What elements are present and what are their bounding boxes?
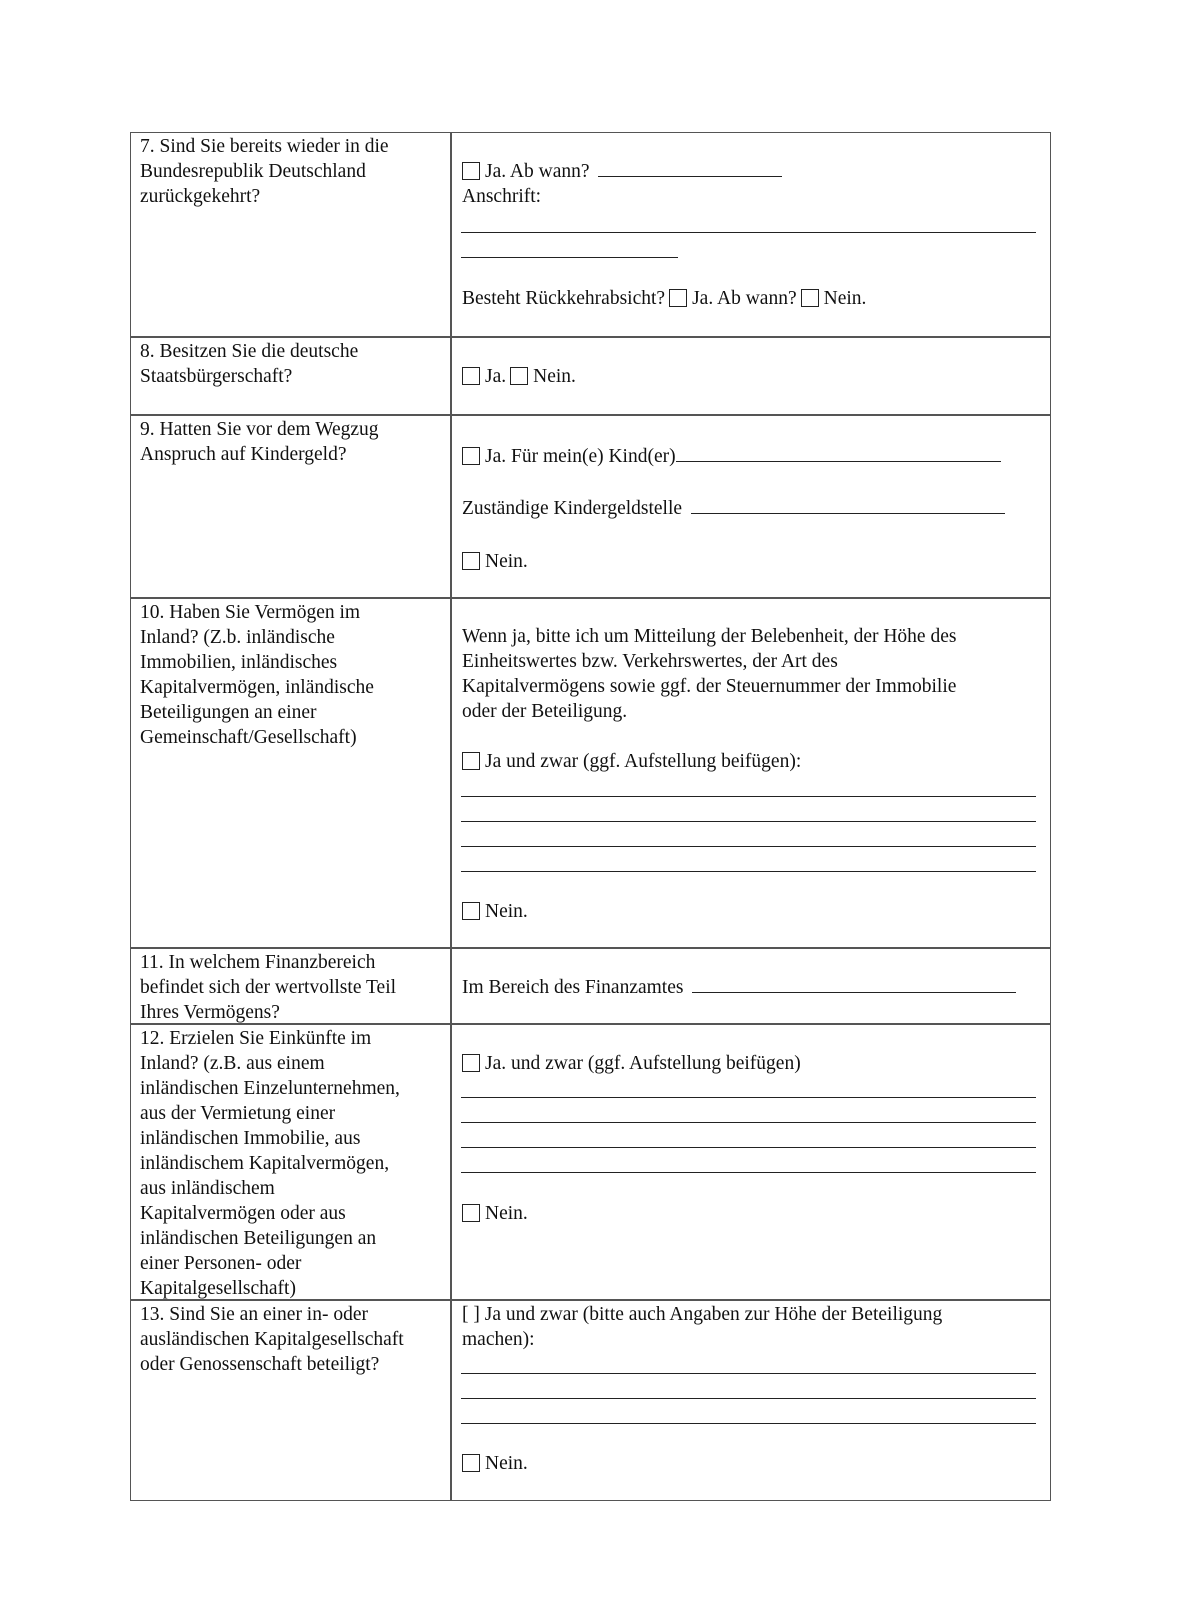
q8-nein-label: Nein. bbox=[533, 366, 576, 387]
q9-stelle-line bbox=[462, 496, 1005, 521]
q11-finanzamt-field[interactable] bbox=[692, 976, 1016, 993]
info-line: oder der Beteiligung. bbox=[462, 701, 628, 722]
q13-nein-label: Nein. bbox=[485, 1453, 528, 1474]
question-line: Kapitalvermögen oder aus bbox=[140, 1203, 346, 1224]
q7-address-field[interactable] bbox=[461, 232, 1036, 233]
q7-rueckkehr-ja-label: Ja. Ab wann? bbox=[692, 288, 797, 309]
info-line: Einheitswertes bzw. Verkehrswertes, der Art des bbox=[462, 651, 838, 672]
q10-ja-label: Ja und zwar (ggf. Aufstellung beifügen): bbox=[485, 751, 802, 772]
question-line: 10. Haben Sie Vermögen im bbox=[140, 602, 361, 623]
question-line: Ihres Vermögens? bbox=[140, 1002, 280, 1023]
question-line: 13. Sind Sie an einer in- oder bbox=[140, 1304, 368, 1325]
q12-nein-line bbox=[462, 1201, 528, 1226]
question-line: ausländischen Kapitalgesellschaft bbox=[140, 1329, 404, 1350]
question-line: aus der Vermietung einer bbox=[140, 1103, 336, 1124]
q10-ja-line bbox=[462, 749, 801, 774]
q10-field[interactable] bbox=[461, 796, 1036, 797]
q7-ja-label: Ja. Ab wann? bbox=[485, 161, 590, 182]
q9-stelle-label: Zuständige Kindergeldstelle bbox=[462, 498, 683, 519]
question-line: 8. Besitzen Sie die deutsche bbox=[140, 341, 359, 362]
question-line: oder Genossenschaft beteiligt? bbox=[140, 1354, 380, 1375]
q10-nein-line bbox=[462, 899, 528, 924]
q10-question bbox=[140, 600, 374, 750]
q10-nein-checkbox[interactable] bbox=[462, 902, 480, 920]
q9-ja-label: Ja. Für mein(e) Kind(er) bbox=[485, 446, 676, 467]
question-line: inländischen Immobilie, aus bbox=[140, 1128, 361, 1149]
row-divider bbox=[130, 414, 1051, 416]
q10-field[interactable] bbox=[461, 871, 1036, 872]
q9-nein-checkbox[interactable] bbox=[462, 552, 480, 570]
question-line: Inland? (Z.b. inländische bbox=[140, 627, 335, 648]
q12-field[interactable] bbox=[461, 1147, 1036, 1148]
q9-ja-checkbox[interactable] bbox=[462, 447, 480, 465]
q8-ja-label: Ja. bbox=[485, 366, 507, 387]
q12-field[interactable] bbox=[461, 1097, 1036, 1098]
question-line: Gemeinschaft/Gesellschaft) bbox=[140, 727, 357, 748]
q13-nein-checkbox[interactable] bbox=[462, 1454, 480, 1472]
row-divider bbox=[130, 597, 1051, 599]
info-line: Wenn ja, bitte ich um Mitteilung der Belebenheit, der Höhe des bbox=[462, 626, 957, 647]
q9-question bbox=[140, 417, 379, 467]
q12-nein-checkbox[interactable] bbox=[462, 1204, 480, 1222]
q12-field[interactable] bbox=[461, 1122, 1036, 1123]
q9-nein-label: Nein. bbox=[485, 551, 528, 572]
q9-stelle-field[interactable] bbox=[691, 497, 1005, 514]
q10-ja-checkbox[interactable] bbox=[462, 752, 480, 770]
question-line: Beteiligungen an einer bbox=[140, 702, 317, 723]
q12-field[interactable] bbox=[461, 1172, 1036, 1173]
question-line: aus inländischem bbox=[140, 1178, 275, 1199]
q10-nein-label: Nein. bbox=[485, 901, 528, 922]
info-line: Kapitalvermögens sowie ggf. der Steuernummer der Immobilie bbox=[462, 676, 957, 697]
q7-rueckkehr-ja-checkbox[interactable] bbox=[669, 289, 687, 307]
q10-field[interactable] bbox=[461, 846, 1036, 847]
q7-anschrift-label: Anschrift: bbox=[462, 186, 542, 207]
question-line: 11. In welchem Finanzbereich bbox=[140, 952, 376, 973]
q7-rueckkehr-line bbox=[462, 286, 866, 311]
q7-rueckkehr-nein-checkbox[interactable] bbox=[801, 289, 819, 307]
q11-question bbox=[140, 950, 396, 1025]
question-line: Immobilien, inländisches bbox=[140, 652, 338, 673]
q8-nein-checkbox[interactable] bbox=[510, 367, 528, 385]
q7-rueckkehr-nein-label: Nein. bbox=[823, 288, 867, 309]
q13-question bbox=[140, 1302, 404, 1377]
question-line: Kapitalgesellschaft) bbox=[140, 1278, 296, 1299]
question-line: einer Personen- oder bbox=[140, 1253, 302, 1274]
q12-ja-line bbox=[462, 1051, 801, 1076]
question-line: Kapitalvermögen, inländische bbox=[140, 677, 374, 698]
q11-answer-label: Im Bereich des Finanzamtes bbox=[462, 977, 684, 998]
q13-ja-line: machen): bbox=[462, 1329, 535, 1350]
q13-field[interactable] bbox=[461, 1398, 1036, 1399]
q12-ja-checkbox[interactable] bbox=[462, 1054, 480, 1072]
q7-ja-checkbox[interactable] bbox=[462, 162, 480, 180]
question-line: Anspruch auf Kindergeld? bbox=[140, 444, 347, 465]
q12-question bbox=[140, 1026, 400, 1301]
question-line: inländischem Kapitalvermögen, bbox=[140, 1153, 390, 1174]
question-line: zurückgekehrt? bbox=[140, 186, 261, 207]
q12-ja-label: Ja. und zwar (ggf. Aufstellung beifügen) bbox=[485, 1053, 801, 1074]
q7-ja-line bbox=[462, 159, 782, 184]
q12-nein-label: Nein. bbox=[485, 1203, 528, 1224]
q7-rueckkehr-label: Besteht Rückkehrabsicht? bbox=[462, 288, 666, 309]
question-line: 7. Sind Sie bereits wieder in die bbox=[140, 136, 389, 157]
q7-address-field-2[interactable] bbox=[461, 257, 678, 258]
q8-answer-line bbox=[462, 364, 576, 389]
question-line: befindet sich der wertvollste Teil bbox=[140, 977, 397, 998]
q11-answer-line bbox=[462, 975, 1016, 1000]
q7-question bbox=[140, 134, 389, 209]
q10-field[interactable] bbox=[461, 821, 1036, 822]
q8-question bbox=[140, 339, 358, 389]
row-divider bbox=[130, 947, 1051, 949]
q9-kinder-field[interactable] bbox=[676, 445, 1001, 462]
q9-ja-line bbox=[462, 444, 1001, 469]
q8-ja-checkbox[interactable] bbox=[462, 367, 480, 385]
q7-date-field[interactable] bbox=[598, 160, 782, 177]
question-line: Bundesrepublik Deutschland bbox=[140, 161, 366, 182]
question-line: 12. Erzielen Sie Einkünfte im bbox=[140, 1028, 372, 1049]
q13-field[interactable] bbox=[461, 1423, 1036, 1424]
question-line: Staatsbürgerschaft? bbox=[140, 366, 293, 387]
question-line: 9. Hatten Sie vor dem Wegzug bbox=[140, 419, 379, 440]
row-divider bbox=[130, 336, 1051, 338]
question-line: inländischen Einzelunternehmen, bbox=[140, 1078, 400, 1099]
q13-ja-line: [ ] Ja und zwar (bitte auch Angaben zur Höhe der Beteiligung bbox=[462, 1304, 943, 1325]
q13-ja-text bbox=[462, 1302, 942, 1352]
q9-nein-line bbox=[462, 549, 528, 574]
q13-nein-line bbox=[462, 1451, 528, 1476]
question-line: inländischen Beteiligungen an bbox=[140, 1228, 377, 1249]
question-line: Inland? (z.B. aus einem bbox=[140, 1053, 325, 1074]
q13-field[interactable] bbox=[461, 1373, 1036, 1374]
q10-info bbox=[462, 624, 956, 724]
